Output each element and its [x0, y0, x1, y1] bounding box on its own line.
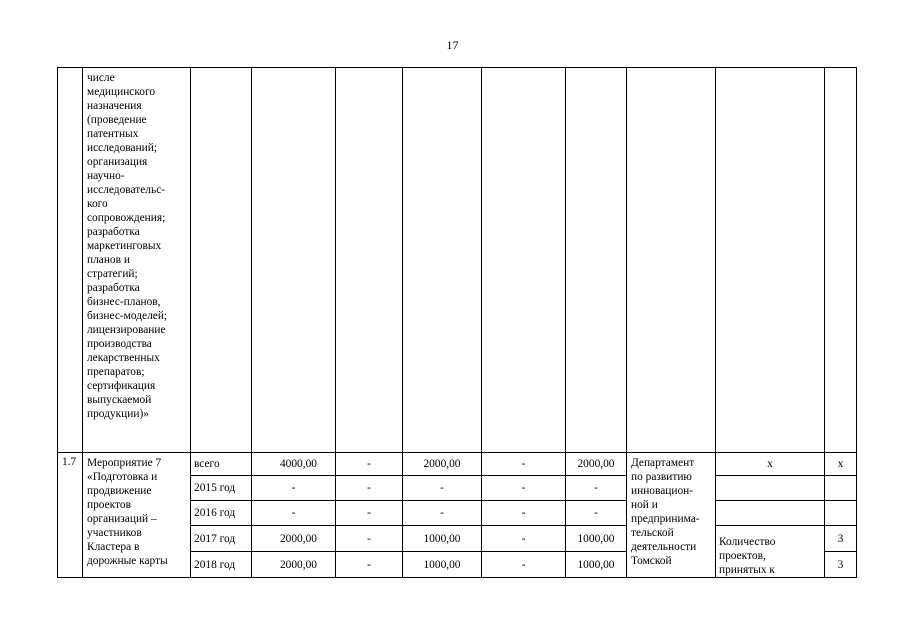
cell-value: -	[566, 501, 627, 526]
cell-total: -	[252, 476, 336, 501]
name-line: медицинского	[87, 86, 156, 98]
cell-indicator-name	[716, 526, 825, 578]
cell-value: -	[482, 453, 566, 476]
cell-activity-name-continued	[83, 68, 191, 453]
name-line: выпускаемой	[87, 394, 152, 406]
name-line: участников	[87, 527, 142, 539]
cell-period: 2017 год	[191, 526, 252, 552]
name-line: сопровождения;	[87, 212, 166, 224]
name-line: «Подготовка и	[87, 471, 158, 483]
indicator-line: Количество	[719, 535, 776, 548]
name-line: патентных	[87, 128, 139, 140]
cell-empty	[825, 476, 857, 501]
cell-value: -	[482, 526, 566, 552]
cell-value: -	[336, 453, 403, 476]
name-line: исследовательс-	[87, 184, 166, 196]
cell-empty	[482, 68, 566, 453]
cell-value: 1000,00	[403, 552, 482, 578]
cell-indicator-value: х	[825, 453, 857, 476]
cell-value: -	[482, 501, 566, 526]
cell-value: -	[336, 526, 403, 552]
name-line: исследований;	[87, 142, 158, 154]
name-line: планов и	[87, 254, 130, 266]
name-line: Мероприятие 7	[87, 457, 162, 469]
name-line: разработка	[87, 282, 140, 294]
name-line: проектов	[87, 499, 131, 511]
name-line: сертификация	[87, 380, 156, 392]
dept-line: тельской	[631, 527, 674, 539]
cell-period: 2018 год	[191, 552, 252, 578]
name-line: Кластера в	[87, 541, 140, 553]
cell-total: 2000,00	[252, 526, 336, 552]
name-line: производства	[87, 338, 152, 350]
cell-value: -	[403, 501, 482, 526]
indicator-line: проектов,	[719, 549, 766, 562]
cell-indicator-name: х	[716, 453, 825, 476]
cell-value: -	[403, 476, 482, 501]
cell-period: 2016 год	[191, 501, 252, 526]
cell-number-empty	[58, 68, 83, 453]
name-line: бизнес-планов,	[87, 296, 161, 308]
cell-empty	[191, 68, 252, 453]
cell-empty	[716, 501, 825, 526]
dept-line: деятельности	[631, 541, 697, 553]
cell-empty	[336, 68, 403, 453]
cell-period: всего	[191, 453, 252, 476]
cell-item-number: 1.7	[58, 453, 83, 578]
cell-value: -	[482, 476, 566, 501]
dept-line: инновацион-	[631, 485, 694, 497]
cell-period: 2015 год	[191, 476, 252, 501]
name-line: стратегий;	[87, 268, 138, 280]
indicator-line: принятых к	[719, 563, 775, 576]
cell-value: 1000,00	[403, 526, 482, 552]
dept-line: Томской	[631, 555, 672, 567]
cell-total: 4000,00	[252, 453, 336, 476]
dept-line: по развитию	[631, 471, 692, 483]
cell-activity-name	[83, 453, 191, 578]
cell-value: -	[566, 476, 627, 501]
cell-department	[627, 453, 716, 578]
cell-total: -	[252, 501, 336, 526]
name-line: продукции)»	[87, 408, 149, 420]
name-line: лекарственных	[87, 352, 160, 364]
cell-value: 2000,00	[403, 453, 482, 476]
name-line: маркетинговых	[87, 240, 162, 252]
cell-empty	[825, 68, 857, 453]
name-line: продвижение	[87, 485, 152, 497]
cell-empty	[825, 501, 857, 526]
name-line: лицензирование	[87, 324, 166, 336]
name-line: научно-	[87, 170, 125, 182]
cell-value: 1000,00	[566, 526, 627, 552]
cell-total: 2000,00	[252, 552, 336, 578]
cell-value: 2000,00	[566, 453, 627, 476]
name-line: организация	[87, 156, 148, 168]
name-line: бизнес-моделей;	[87, 310, 168, 322]
program-table	[57, 67, 857, 578]
cell-value: -	[336, 552, 403, 578]
dept-line: предпринима-	[631, 513, 700, 525]
cell-value: -	[482, 552, 566, 578]
cell-empty	[403, 68, 482, 453]
cell-value: -	[336, 501, 403, 526]
page-number: 17	[446, 38, 459, 52]
name-line: разработка	[87, 226, 140, 238]
dept-line: ной и	[631, 499, 658, 511]
cell-empty	[627, 68, 716, 453]
name-line: организаций –	[87, 513, 157, 525]
cell-indicator-value: 3	[825, 552, 857, 578]
cell-empty	[252, 68, 336, 453]
name-line: дорожные карты	[87, 555, 168, 567]
name-line: (проведение	[87, 114, 147, 126]
cell-indicator-value: 3	[825, 526, 857, 552]
table-row-continuation	[58, 68, 857, 453]
name-line: препаратов;	[87, 366, 145, 378]
cell-empty	[716, 476, 825, 501]
cell-empty	[566, 68, 627, 453]
cell-value: 1000,00	[566, 552, 627, 578]
cell-empty	[716, 68, 825, 453]
cell-value: -	[336, 476, 403, 501]
name-line: кого	[87, 198, 108, 210]
table-row-total	[58, 453, 857, 476]
name-line: числе	[87, 72, 115, 84]
name-line: назначения	[87, 100, 142, 112]
dept-line: Департамент	[631, 457, 695, 469]
